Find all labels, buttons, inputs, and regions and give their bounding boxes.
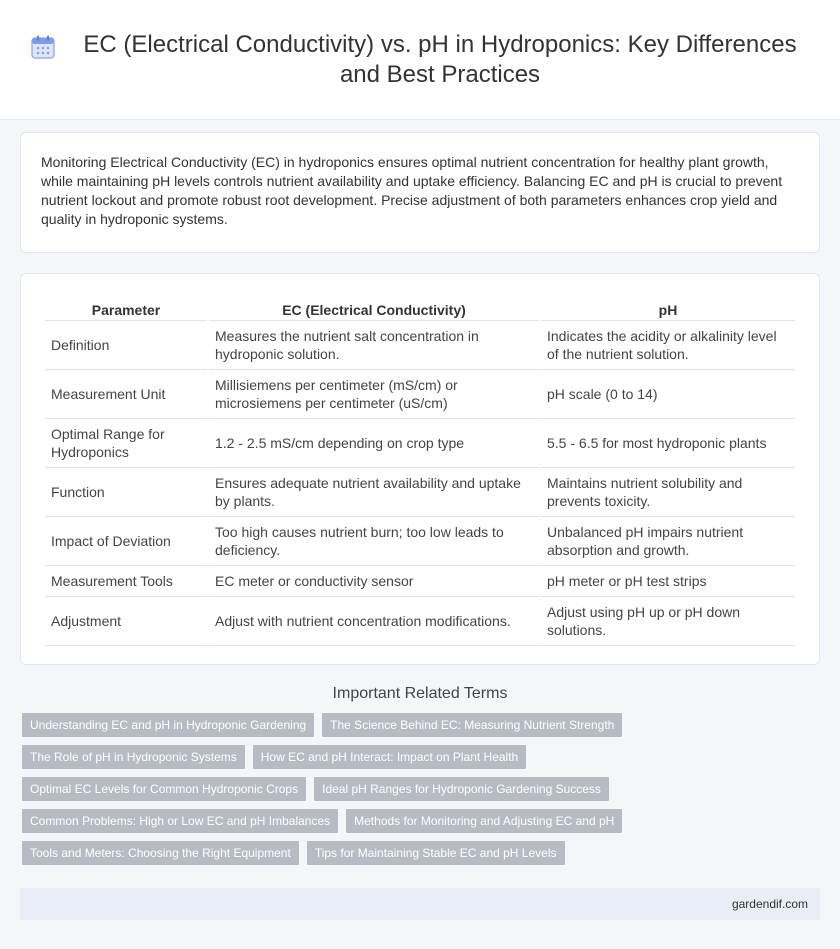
related-term-tag[interactable]: Tools and Meters: Choosing the Right Equipment [22,841,299,865]
related-term-tag[interactable]: Understanding EC and pH in Hydroponic Gardening [22,713,314,737]
table-cell-ph: Maintains nutrient solubility and prevents toxicity. [541,468,795,517]
table-cell-ph: Unbalanced pH impairs nutrient absorption and growth. [541,517,795,566]
page-header [0,0,840,120]
table-cell-ec: Ensures adequate nutrient availability and uptake by plants. [209,468,539,517]
related-term-tag[interactable]: Common Problems: High or Low EC and pH Imbalances [22,809,338,833]
related-term-tag[interactable]: The Role of pH in Hydroponic Systems [22,745,245,769]
table-cell-parameter: Impact of Deviation [45,517,207,566]
related-term-tag[interactable]: How EC and pH Interact: Impact on Plant Health [253,745,526,769]
related-term-tag[interactable]: Methods for Monitoring and Adjusting EC and pH [346,809,622,833]
summary-text: Monitoring Electrical Conductivity (EC) in hydroponics ensures optimal nutrient concentration for healthy plant growth, while maintaining pH levels controls nutrient availability and uptake efficiency. Balancing EC and pH is crucial to prevent nutrient lockout and promote robust root development. Precise adjustment of both parameters enhances crop yield and quality in hydroponic systems. [41,154,783,227]
table-row [45,419,795,468]
table-cell-parameter: Measurement Unit [45,370,207,419]
table-cell-ec: 1.2 - 2.5 mS/cm depending on crop type [209,419,539,468]
table-cell-parameter: Measurement Tools [45,566,207,597]
table-cell-ph: pH scale (0 to 14) [541,370,795,419]
related-term-tag[interactable]: Optimal EC Levels for Common Hydroponic Crops [22,777,306,801]
column-header-parameter: Parameter [45,296,207,321]
table-cell-parameter: Adjustment [45,597,207,646]
footer-site-link[interactable]: gardendif.com [731,897,808,911]
table-row [45,370,795,419]
table-row [45,468,795,517]
column-header-ec: EC (Electrical Conductivity) [209,296,539,321]
table-cell-ec: Millisiemens per centimeter (mS/cm) or microsiemens per centimeter (uS/cm) [209,370,539,419]
table-row [45,597,795,646]
table-cell-ph: pH meter or pH test strips [541,566,795,597]
related-terms-title: Important Related Terms [332,685,508,702]
table-cell-ph: Indicates the acidity or alkalinity level of the nutrient solution. [541,321,795,370]
column-header-ph: pH [541,296,795,321]
summary-card [20,132,820,253]
table-row [45,566,795,597]
table-header-row [45,296,795,321]
table-cell-ec: Adjust with nutrient concentration modifications. [209,597,539,646]
table-cell-ec: Measures the nutrient salt concentration in hydroponic solution. [209,321,539,370]
table-row [45,517,795,566]
related-terms-section [0,685,840,873]
table-cell-ec: EC meter or conductivity sensor [209,566,539,597]
related-term-tag[interactable]: Tips for Maintaining Stable EC and pH Levels [307,841,565,865]
table-cell-parameter: Optimal Range for Hydroponics [45,419,207,468]
table-cell-parameter: Function [45,468,207,517]
table-cell-ph: 5.5 - 6.5 for most hydroponic plants [541,419,795,468]
table-row [45,321,795,370]
related-term-tag[interactable]: Ideal pH Ranges for Hydroponic Gardening Success [314,777,609,801]
table-cell-ec: Too high causes nutrient burn; too low leads to deficiency. [209,517,539,566]
table-cell-parameter: Definition [45,321,207,370]
comparison-table [43,296,797,646]
related-term-tag[interactable]: The Science Behind EC: Measuring Nutrient Strength [322,713,622,737]
calendar-icon [30,30,70,65]
table-cell-ph: Adjust using pH up or pH down solutions. [541,597,795,646]
related-terms-tags [0,713,840,873]
comparison-table-card [20,273,820,665]
page-title: EC (Electrical Conductivity) vs. pH in Hydroponics: Key Differences and Best Practices [83,30,797,88]
page-footer [20,888,820,920]
